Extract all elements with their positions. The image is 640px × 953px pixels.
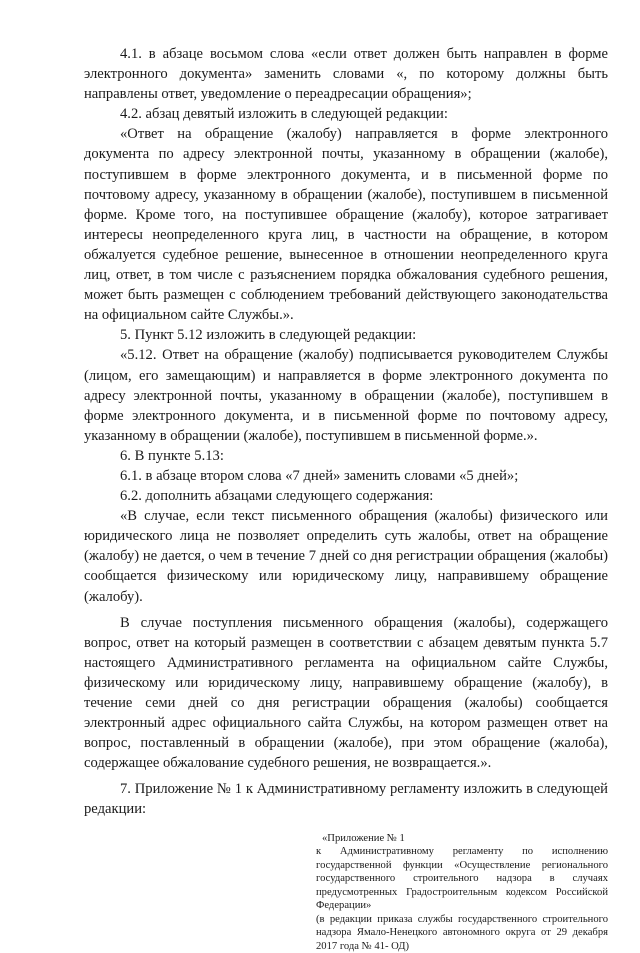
paragraph-4-1: 4.1. в абзаце восьмом слова «если ответ должен быть направлен в форме электронного документа» заменить словами «, по которому должны быть направлены ответ, уведомление о переадресации обращения»; (84, 46, 608, 103)
quote-paragraph-answer: «Ответ на обращение (жалобу) направляется в форме электронного документа по адресу электронной почты, указанному в обращении (жалобе), поступившем в форме электронного документа, и в письменной форме по почтовому адресу, указанному в обращении (жалобе), поступившем в письменной форме. Кроме того, на поступившее обращение (жалобу), которое затрагивает интересы неопределенного круга лиц, в частности на обращение, в котором обжалуется судебное решение, вынесенное в отношении неопределенного круга лиц, ответ, в том числе с разъяснением порядка обжалования судебного решения, может быть размещен с соблюдением требований действующего законодательства на официальном сайте Службы.». (84, 126, 608, 324)
paragraph-6: 6. В пункте 5.13: (120, 447, 224, 464)
paragraph-6-2: 6.2. дополнить абзацами следующего содержания: (120, 488, 434, 505)
appendix-regulation-text: к Административному регламенту по исполнению государственной функции «Осуществление регионального государственного строительного надзора в случаях предусмотренных Градостроительным кодексом Российской Федерации» (316, 846, 608, 912)
appendix-edition-text: (в редакции приказа службы государственного строительного надзора Ямало-Ненецкого автономного округа от 29 декабря 2017 года № 41- ОД) (316, 913, 608, 952)
paragraph-6-1: 6.1. в абзаце втором слова «7 дней» заменить словами «5 дней»; (120, 467, 519, 484)
appendix-header (316, 832, 608, 953)
paragraph-7: 7. Приложение № 1 к Административному регламенту изложить в следующей редакции: (84, 781, 608, 818)
paragraph-5: 5. Пункт 5.12 изложить в следующей редакции: (120, 327, 417, 344)
quote-paragraph-5-12: «5.12. Ответ на обращение (жалобу) подписывается руководителем Службы (лицом, его замещающим) и направляется в форме электронного документа по адресу электронной почты, указанному в обращении (жалобе), поступившем в форме электронного документа, и в письменной форме по почтовому адресу, указанному в обращении (жалобе), поступившем в письменной форме.». (84, 347, 608, 444)
quote-paragraph-case-2: В случае поступления письменного обращения (жалобы), содержащего вопрос, ответ на который размещен в соответствии с абзацем девятым пункта 5.7 настоящего Административного регламента на официальном сайте Службы, физическому или юридическому лицу, направившему обращение (жалобу), в течение семи дней со дня регистрации обращения (жалобы) сообщается электронный адрес официального сайта Службы, на котором размещен ответ на вопрос, поставленный в обращении (жалобе), при этом обращение (жалоба), содержащее обжалование судебного решения, не возвращается.». (84, 614, 608, 772)
paragraph-4-2: 4.2. абзац девятый изложить в следующей редакции: (120, 106, 448, 123)
quote-paragraph-case-1: «В случае, если текст письменного обращения (жалобы) физического или юридического лица не позволяет определить суть жалобы, ответ на обращение (жалобу) не дается, о чем в течение 7 дней со дня регистрации обращения (жалобы) сообщается физическому или юридическому лицу, направившему обращение (жалобу). (84, 508, 608, 605)
appendix-title: «Приложение № 1 (322, 832, 405, 844)
